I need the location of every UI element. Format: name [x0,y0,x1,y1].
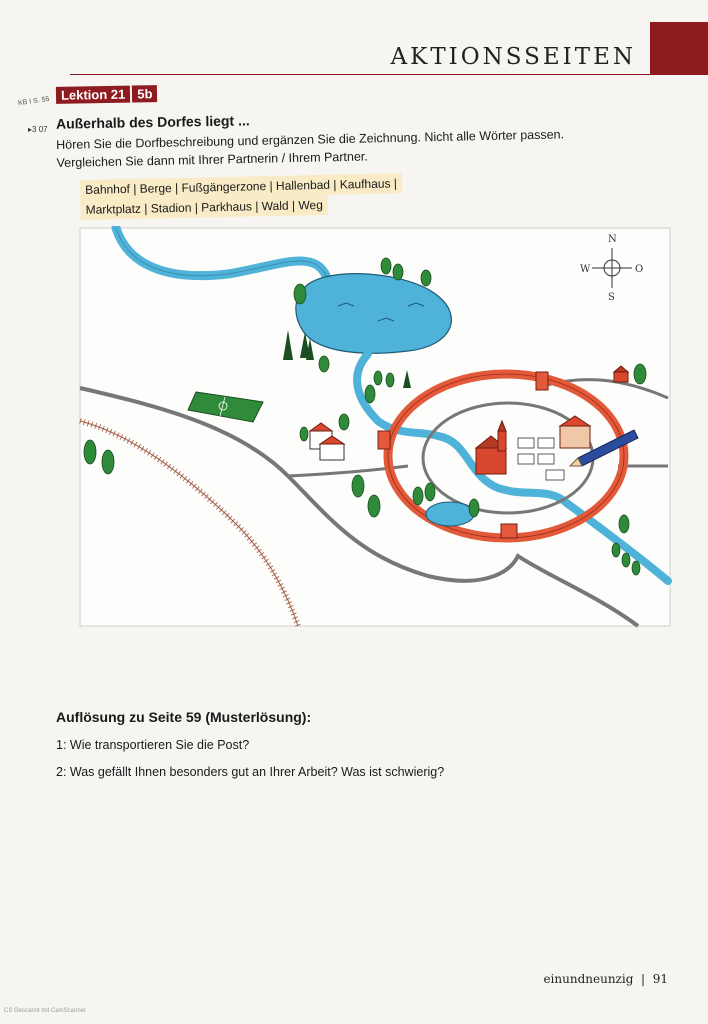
instruction-line: Hören Sie die Dorfbeschreibung und ergänzen Sie die Zeichnung. Nicht alle Wörter passen. [56,127,565,152]
swimming-pool [426,502,474,526]
footer-separator: | [641,972,646,986]
exercise-title: Außerhalb des Dorfes liegt ... [55,112,250,132]
village-map-illustration [78,226,674,630]
header-title: AKTIONSSEITEN [390,44,636,70]
solution-title: Auflösung zu Seite 59 (Musterlösung): [56,709,312,725]
audio-track-number: 3 07 [32,125,48,134]
page-number-word: einundneunzig [543,972,634,986]
audio-track-reference [28,125,48,134]
wall-tower [536,372,548,390]
compass-west-label: W [580,264,591,275]
solution-item: 1: Wie transportieren Sie die Post? [56,738,250,752]
lesson-label: Lektion 21 [56,86,131,104]
instruction-line: Vergleichen Sie dann mit Ihrer Partnerin / Ihrem Partner. [56,149,368,170]
solution-item: 2: Was gefällt Ihnen besonders gut an Ihrer Arbeit? Was ist schwierig? [56,765,445,779]
header-color-block [650,22,708,75]
header-rule [70,74,650,75]
page-footer [543,972,668,986]
compass-north-label: N [608,234,617,245]
word-line: Bahnhof | Berge | Fußgängerzone | Hallenbad | Kaufhaus | [80,173,402,200]
wall-tower [378,431,390,449]
play-icon: ▸ [28,125,33,134]
word-line: Marktplatz | Stadion | Parkhaus | Wald | Weg [80,195,328,220]
lesson-section: 5b [132,85,157,102]
compass-south-label: S [608,292,615,303]
wall-tower [501,524,517,538]
kursbuch-reference: KB I S. 55 [17,95,50,108]
compass-east-label: O [635,264,644,275]
scanner-watermark: CS Gescannt mit CamScanner [4,1008,87,1014]
page-number: 91 [652,972,668,986]
exercise-instructions [56,124,617,172]
lesson-badge [56,85,158,104]
word-box [80,173,411,220]
